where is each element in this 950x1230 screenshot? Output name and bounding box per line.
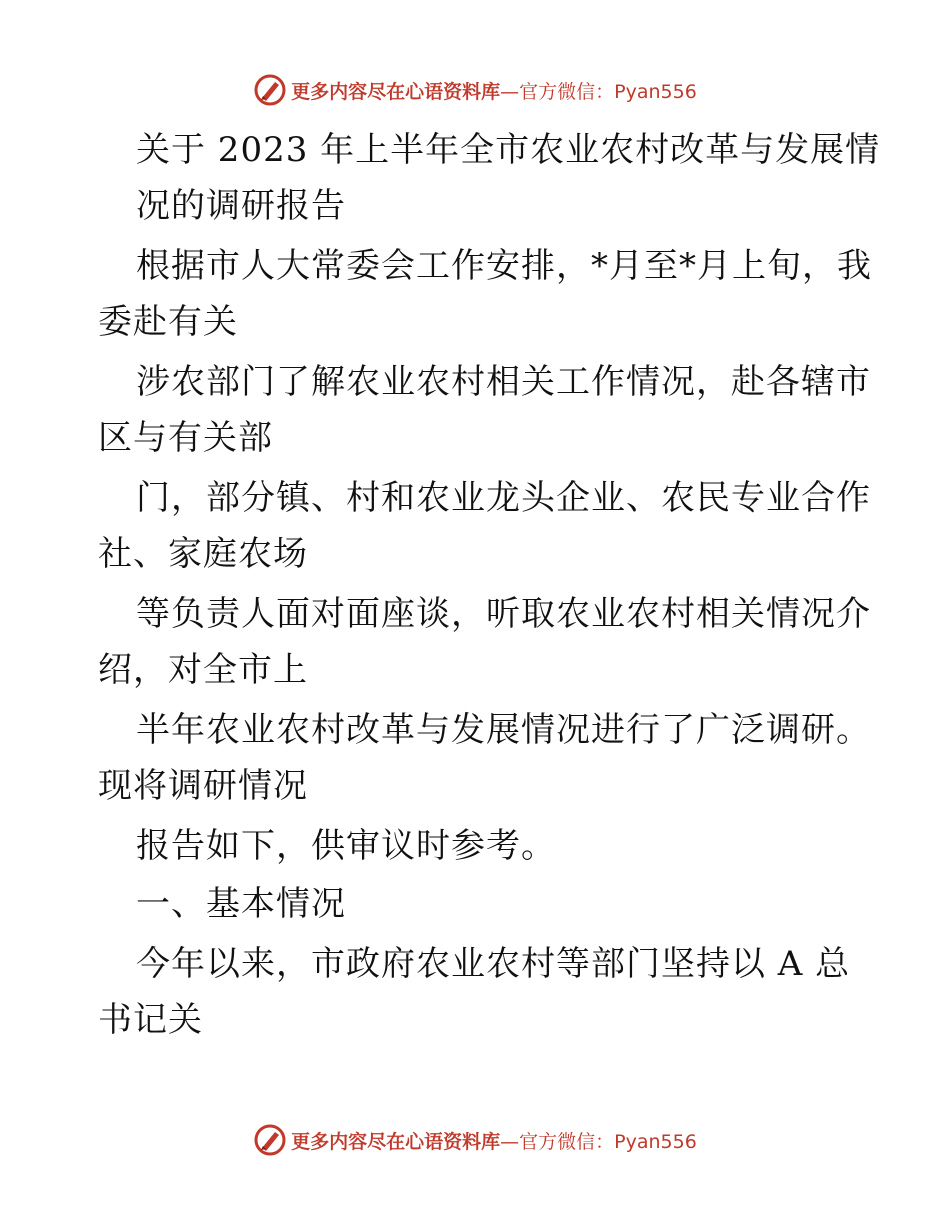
footer-watermark-banner — [0, 1120, 950, 1160]
doc-paragraph-line: 根据市人大常委会工作安排，*月至*月上旬，我 — [136, 246, 872, 286]
header-watermark-banner — [0, 70, 950, 110]
doc-title-line-2: 况的调研报告 — [136, 186, 346, 226]
doc-paragraph-line: 涉农部门了解农业农村相关工作情况，赴各辖市 — [136, 362, 871, 402]
doc-paragraph-line: 社、家庭农场 — [98, 534, 308, 574]
doc-paragraph-line: 现将调研情况 — [98, 766, 308, 806]
banner-site-text: 更多内容尽在心语资料库 — [291, 1130, 501, 1153]
doc-paragraph-line: 委赴有关 — [98, 302, 238, 342]
banner-contact-text: —官方微信：Pyan556 — [500, 1130, 697, 1153]
doc-title-line-1: 关于 2023 年上半年全市农业农村改革与发展情 — [136, 130, 881, 170]
banner-site-text: 更多内容尽在心语资料库 — [291, 80, 501, 103]
doc-paragraph-line: 报告如下，供审议时参考。 — [136, 826, 556, 866]
doc-paragraph-line: 今年以来，市政府农业农村等部门坚持以 A 总 — [136, 944, 851, 984]
doc-paragraph-line: 门，部分镇、村和农业龙头企业、农民专业合作 — [136, 478, 871, 518]
doc-paragraph-line: 书记关 — [98, 1000, 203, 1040]
doc-paragraph-line: 半年农业农村改革与发展情况进行了广泛调研。 — [136, 710, 871, 750]
doc-paragraph-line: 区与有关部 — [98, 418, 273, 458]
pen-circle-icon — [253, 73, 287, 107]
banner-contact-text: —官方微信：Pyan556 — [500, 80, 697, 103]
doc-paragraph-line: 绍，对全市上 — [98, 650, 308, 690]
doc-section-heading: 一、基本情况 — [136, 884, 346, 924]
doc-paragraph-line: 等负责人面对面座谈，听取农业农村相关情况介 — [136, 594, 871, 634]
pen-circle-icon — [253, 1123, 287, 1157]
